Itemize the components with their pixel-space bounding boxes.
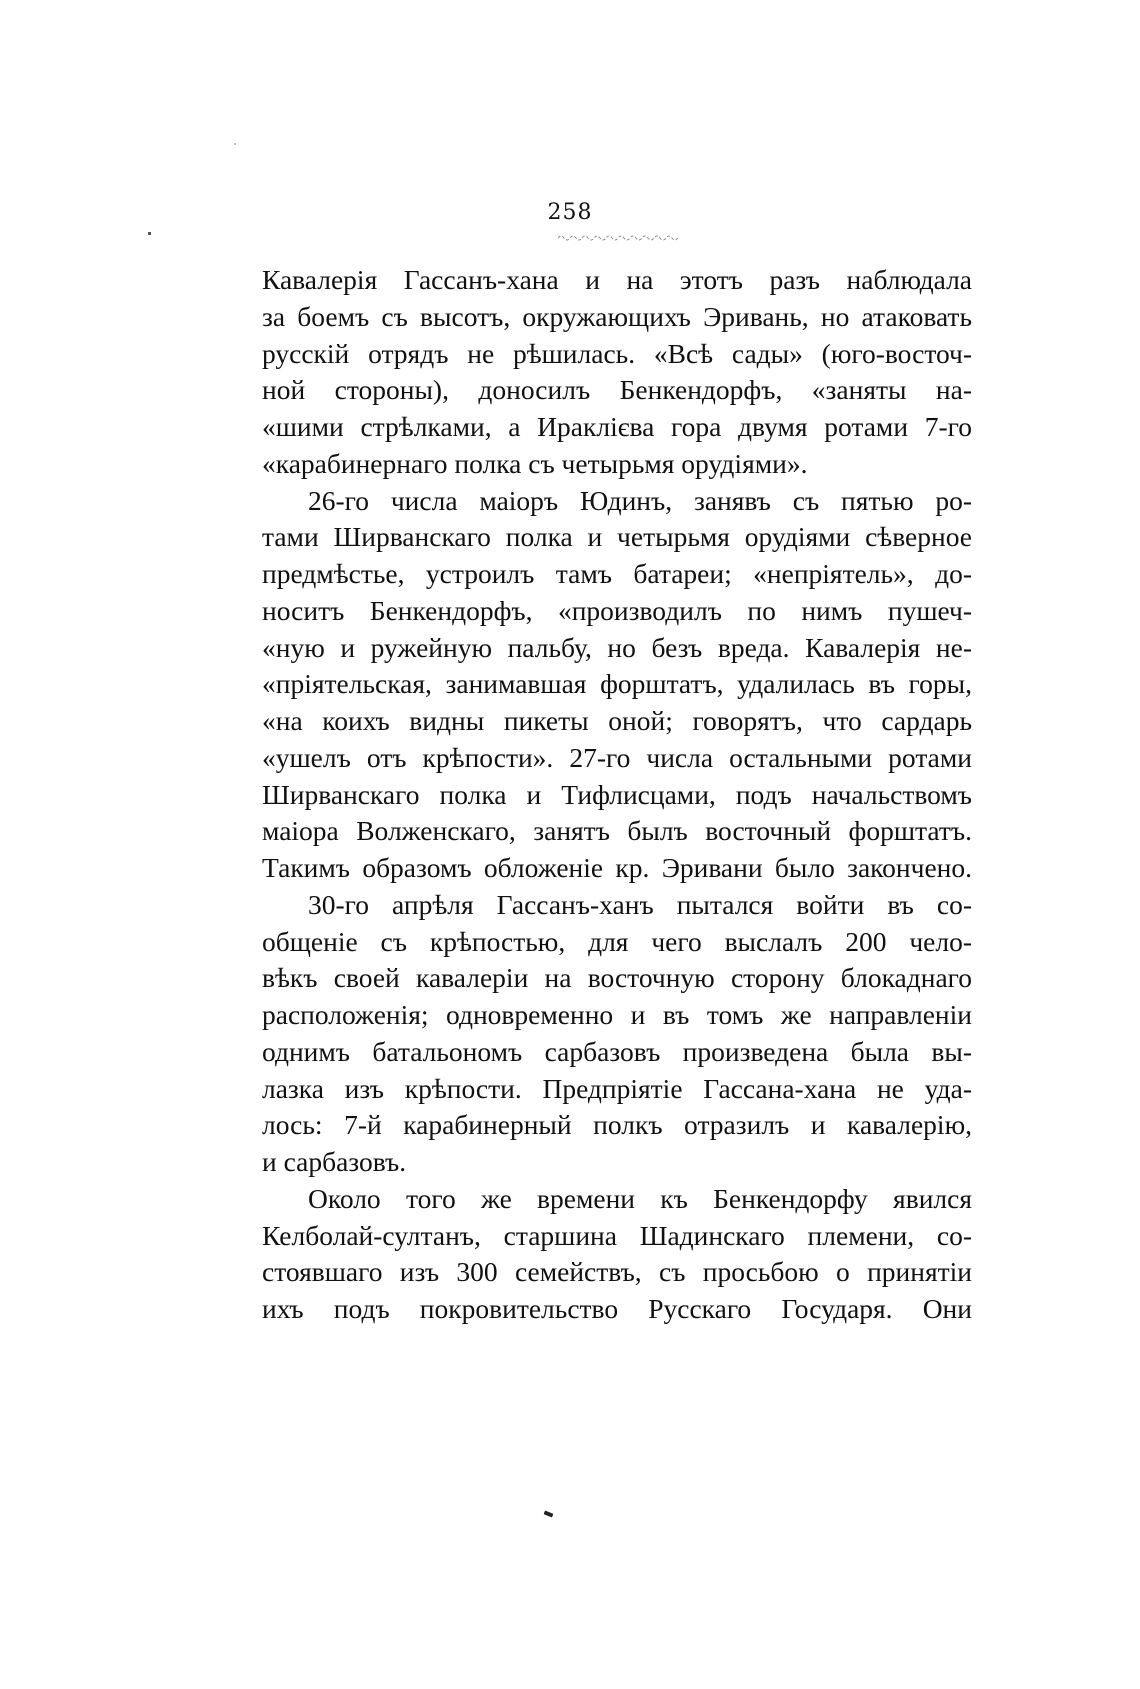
text-line: ихъ подъ покровительство Русскаго Государя. Они bbox=[262, 1293, 972, 1324]
stray-dot bbox=[234, 143, 236, 145]
text-line: «карабинернаго полка съ четырьмя орудіями». bbox=[262, 447, 808, 479]
text-line: 26-го числа маіоръ Юдинъ, занявъ съ пятью ро- bbox=[308, 484, 972, 516]
text-line: «на коихъ видны пикеты оной; говорятъ, что сардарь bbox=[262, 705, 972, 736]
text-line: Ширванскаго полка и Тифлисцами, подъ начальствомъ bbox=[262, 778, 972, 810]
text-line: «шими стрѣлками, а Ираклієва гора двумя ротами 7-го bbox=[262, 411, 972, 442]
text-line: однимъ батальономъ сарбазовъ произведена была вы- bbox=[262, 1035, 972, 1067]
text-line: ной стороны), доносилъ Бенкендорфъ, «заняты на- bbox=[262, 374, 972, 406]
text-line: носитъ Бенкендорфъ, «производилъ по нимъ пушеч- bbox=[262, 594, 972, 626]
text-line: стоявшаго изъ 300 семействъ, съ просьбою о принятіи bbox=[262, 1256, 972, 1288]
text-line: общеніе съ крѣпостью, для чего выслалъ 200 чело- bbox=[262, 925, 972, 957]
stray-mark bbox=[544, 1510, 554, 1517]
text-line: Келболай-султанъ, старшина Шадинскаго племени, со- bbox=[262, 1219, 972, 1251]
text-line: Такимъ образомъ обложеніе кр. Эривани было закончено. bbox=[262, 852, 972, 883]
body-text bbox=[262, 262, 972, 1328]
text-line: и сарбазовъ. bbox=[262, 1146, 407, 1177]
ornament-rule bbox=[558, 232, 682, 242]
text-line: маіора Волженскаго, занятъ былъ восточный форштатъ. bbox=[262, 815, 972, 847]
text-line: за боемъ съ высотъ, окружающихъ Эривань, но атаковать bbox=[262, 300, 972, 332]
text-line: лазка изъ крѣпости. Предпріятіе Гассана-хана не уда- bbox=[262, 1072, 972, 1104]
text-line: русскій отрядъ не рѣшилась. «Всѣ сады» (юго-восточ- bbox=[262, 337, 972, 369]
text-line: лось: 7-й карабинерный полкъ отразилъ и кавалерію, bbox=[262, 1109, 972, 1141]
page-number: 258 bbox=[547, 200, 593, 225]
text-line: вѣкъ своей кавалеріи на восточную сторону блокаднаго bbox=[262, 962, 972, 994]
text-line: расположенія; одновременно и въ томъ же направленіи bbox=[262, 999, 972, 1030]
text-line: предмѣстье, устроилъ тамъ батареи; «непріятель», до- bbox=[262, 558, 972, 589]
stray-dot bbox=[148, 232, 151, 235]
text-line: «ушелъ отъ крѣпости». 27-го числа остальными ротами bbox=[262, 741, 972, 773]
text-line: тами Ширванскаго полка и четырьмя орудіями сѣверное bbox=[262, 521, 972, 553]
text-line: «пріятельская, занимавшая форштатъ, удалилась въ горы, bbox=[262, 668, 972, 700]
text-line: 30-го апрѣля Гассанъ-ханъ пытался войти въ со- bbox=[308, 888, 972, 920]
text-line: «ную и ружейную пальбу, но безъ вреда. Кавалерія не- bbox=[262, 631, 972, 663]
text-line: Около того же времени къ Бенкендорфу явился bbox=[308, 1182, 972, 1214]
text-line: Кавалерія Гассанъ-хана и на этотъ разъ наблюдала bbox=[262, 264, 972, 295]
